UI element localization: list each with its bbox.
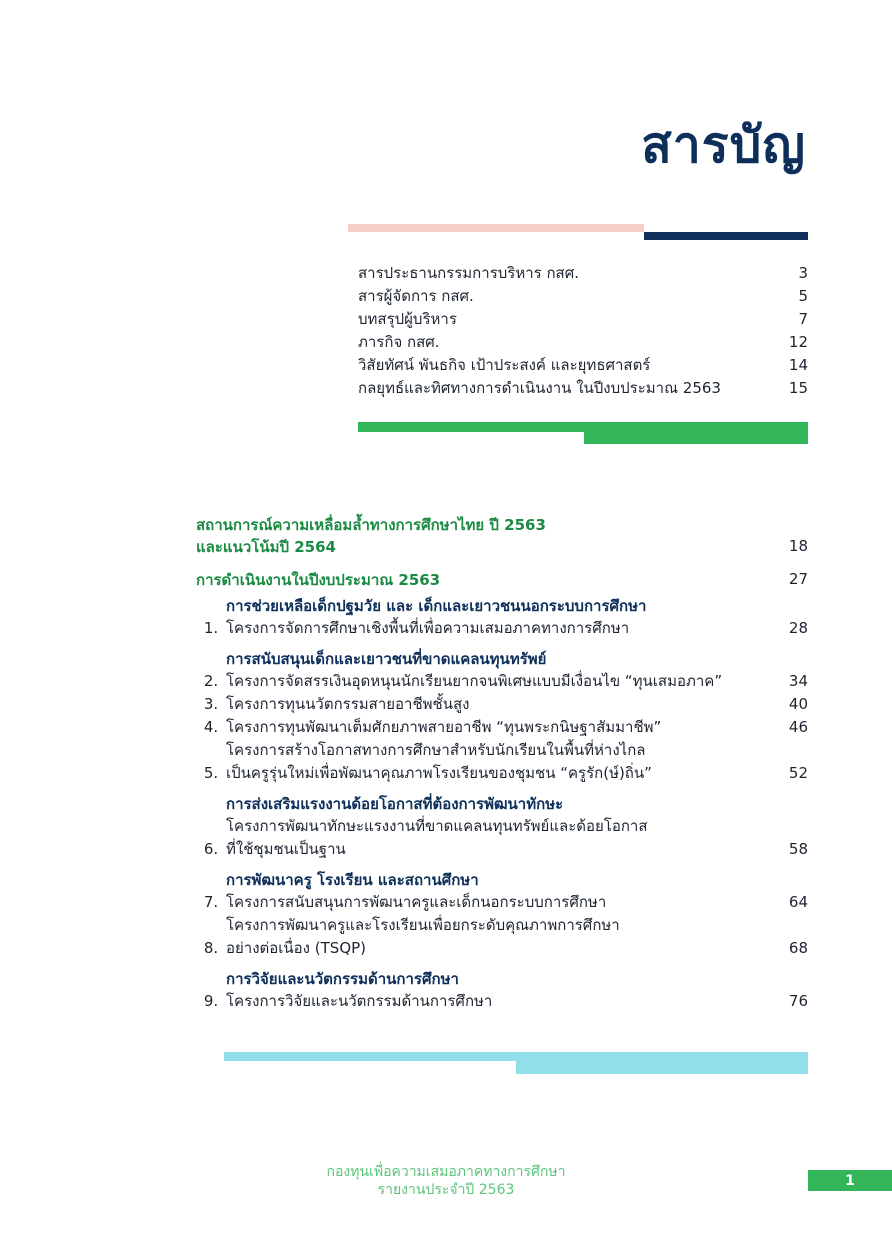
toc-entry-label: ภารกิจ กสศ. — [358, 333, 440, 351]
decor-bar-green-thin — [358, 422, 584, 432]
item-label-line2: ที่ใช้ชุมชนเป็นฐาน — [226, 840, 346, 858]
item-number: 8. — [203, 939, 219, 957]
section-page: 18 — [788, 537, 808, 555]
item-label: โครงการสนับสนุนการพัฒนาครูและเด็กนอกระบบการศึกษา — [226, 893, 607, 911]
toc-entry-label: สารผู้จัดการ กสศ. — [358, 287, 474, 305]
toc-entry-page: 14 — [788, 356, 808, 374]
toc-entry-page: 3 — [798, 264, 808, 282]
item-label-line1: โครงการพัฒนาครูและโรงเรียนเพื่อยกระดับคุณภาพการศึกษา — [226, 916, 620, 934]
item-label-line2: เป็นครูรุ่นใหม่เพื่อพัฒนาคุณภาพโรงเรียนของชุมชน “ครูรัก(ษ์)ถิ่น” — [226, 764, 652, 782]
decor-bar-pink — [348, 224, 644, 232]
item-page: 76 — [788, 992, 808, 1010]
group-heading: การสนับสนุนเด็กและเยาวชนที่ขาดแคลนทุนทรัพย์ — [226, 650, 547, 668]
toc-entry-label: กลยุทธ์และทิศทางการดำเนินงาน ในปีงบประมาณ 2563 — [358, 379, 721, 397]
toc-entry[interactable] — [358, 354, 808, 377]
item-label-line2: อย่างต่อเนื่อง (TSQP) — [226, 939, 367, 957]
toc-entry[interactable] — [358, 308, 808, 331]
item-page: 46 — [788, 718, 808, 736]
toc-group — [196, 595, 808, 640]
toc-group — [196, 648, 808, 785]
decor-bar-cyan-thick — [516, 1052, 808, 1074]
toc-item[interactable] — [196, 716, 808, 739]
group-heading: การวิจัยและนวัตกรรมด้านการศึกษา — [226, 970, 459, 988]
item-page: 34 — [788, 672, 808, 690]
toc-entry[interactable] — [358, 262, 808, 285]
toc-entry[interactable] — [358, 377, 808, 400]
toc-main-list — [196, 514, 808, 1021]
decor-bar-green-thick — [584, 422, 808, 444]
toc-group — [196, 793, 808, 861]
toc-entry-page: 7 — [798, 310, 808, 328]
section-page: 27 — [788, 570, 808, 588]
toc-entry[interactable] — [358, 285, 808, 308]
section-heading-line2: และแนวโน้มปี 2564 — [196, 538, 336, 556]
decor-bar-navy — [644, 232, 808, 240]
item-page: 58 — [788, 840, 808, 858]
group-heading: การส่งเสริมแรงงานด้อยโอกาสที่ต้องการพัฒนาทักษะ — [226, 795, 564, 813]
toc-item[interactable] — [196, 693, 808, 716]
toc-entry-label: สารประธานกรรมการบริหาร กสศ. — [358, 264, 579, 282]
page-title: สารบัญ — [641, 116, 806, 174]
toc-section-operations[interactable] — [196, 568, 808, 591]
item-number: 7. — [203, 893, 219, 911]
toc-group — [196, 869, 808, 960]
item-number: 1. — [203, 619, 219, 637]
footer-line1: กองทุนเพื่อความเสมอภาคทางการศึกษา — [326, 1164, 566, 1180]
toc-group — [196, 968, 808, 1013]
decor-bar-cyan-thin — [224, 1052, 516, 1061]
toc-front-list — [358, 262, 808, 400]
item-number: 6. — [203, 840, 219, 858]
toc-section-situation[interactable] — [196, 514, 808, 558]
item-label: โครงการจัดสรรเงินอุดหนุนนักเรียนยากจนพิเศษแบบมีเงื่อนไข “ทุนเสมอภาค” — [226, 672, 723, 690]
item-number: 9. — [203, 992, 219, 1010]
item-page: 68 — [788, 939, 808, 957]
page-number-badge: 1 — [808, 1170, 892, 1191]
group-heading: การพัฒนาครู โรงเรียน และสถานศึกษา — [226, 871, 479, 889]
item-label: โครงการวิจัยและนวัตกรรมด้านการศึกษา — [226, 992, 493, 1010]
toc-item[interactable] — [196, 891, 808, 914]
section-heading: การดำเนินงานในปีงบประมาณ 2563 — [196, 571, 441, 589]
item-page: 28 — [788, 619, 808, 637]
item-label: โครงการทุนนวัตกรรมสายอาชีพชั้นสูง — [226, 695, 470, 713]
toc-item[interactable] — [196, 739, 808, 785]
toc-entry-page: 15 — [788, 379, 808, 397]
item-number: 3. — [203, 695, 219, 713]
toc-item[interactable] — [196, 670, 808, 693]
toc-entry-label: วิสัยทัศน์ พันธกิจ เป้าประสงค์ และยุทธศาสตร์ — [358, 356, 651, 374]
item-number: 5. — [203, 764, 219, 782]
footer-line2: รายงานประจำปี 2563 — [377, 1182, 515, 1198]
item-number: 2. — [203, 672, 219, 690]
toc-entry-page: 12 — [788, 333, 808, 351]
toc-item[interactable] — [196, 914, 808, 960]
group-heading: การช่วยเหลือเด็กปฐมวัย และ เด็กและเยาวชนนอกระบบการศึกษา — [226, 597, 647, 615]
footer — [0, 1163, 892, 1199]
item-label-line1: โครงการพัฒนาทักษะแรงงานที่ขาดแคลนทุนทรัพย์และด้อยโอกาส — [226, 817, 648, 835]
toc-entry-label: บทสรุปผู้บริหาร — [358, 310, 457, 328]
toc-entry-page: 5 — [798, 287, 808, 305]
item-label-line1: โครงการสร้างโอกาสทางการศึกษาสำหรับนักเรียนในพื้นที่ห่างไกล — [226, 741, 646, 759]
item-number: 4. — [203, 718, 219, 736]
toc-entry[interactable] — [358, 331, 808, 354]
item-page: 52 — [788, 764, 808, 782]
item-page: 40 — [788, 695, 808, 713]
toc-item[interactable] — [196, 617, 808, 640]
section-heading-line1: สถานการณ์ความเหลื่อมล้ำทางการศึกษาไทย ปี 2563 — [196, 516, 546, 534]
item-page: 64 — [788, 893, 808, 911]
item-label: โครงการทุนพัฒนาเต็มศักยภาพสายอาชีพ “ทุนพระกนิษฐาสัมมาชีพ” — [226, 718, 662, 736]
item-label: โครงการจัดการศึกษาเชิงพื้นที่เพื่อความเสมอภาคทางการศึกษา — [226, 619, 630, 637]
toc-item[interactable] — [196, 990, 808, 1013]
toc-item[interactable] — [196, 815, 808, 861]
